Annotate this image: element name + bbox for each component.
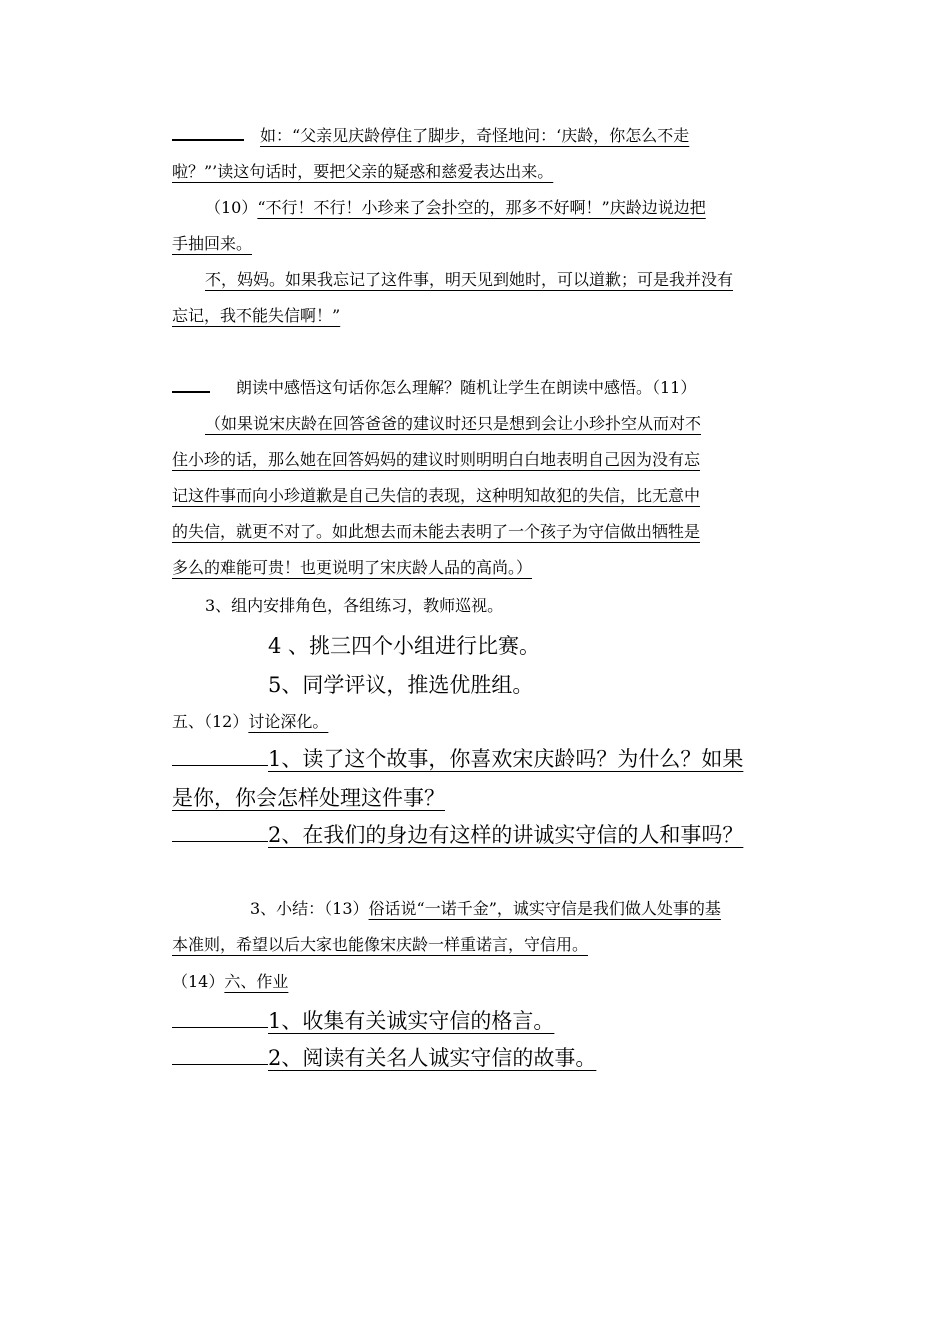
fill-blank: [172, 391, 210, 393]
fill-blank: [172, 1027, 268, 1028]
p5-line2: 住小珍的话，那么她在回答妈妈的建议时则明明白白地表明自己因为没有忘: [172, 450, 701, 469]
p3-line2: 忘记，我不能失信啊！”: [172, 306, 341, 325]
step-5: 5、同学评议，推选优胜组。: [268, 673, 534, 697]
question-2: 2、在我们的身边有这样的讲诚实守信的人和事吗？: [172, 825, 743, 846]
p2-line1: （10）“不行！不行！小珍来了会扑空的，那多不好啊！”庆龄边说边把: [205, 198, 706, 217]
p3-line1: 不，妈妈。如果我忘记了这件事，明天见到她时，可以道歉；可是我并没有: [205, 270, 734, 289]
item-number: （10）: [205, 198, 258, 217]
p5-line4: 的失信，就更不对了。如此想去而未能去表明了一个孩子为守信做出牺牲是: [172, 522, 701, 541]
p5-line3: 记这件事而向小珍道歉是自己失信的表现，这种明知故犯的失信，比无意中: [172, 486, 701, 505]
summary-line2: 本准则，希望以后大家也能像宋庆龄一样重诺言，守信用。: [172, 935, 589, 954]
question-1-line1: 1、读了这个故事，你喜欢宋庆龄吗？为什么？如果: [172, 749, 743, 770]
p5-line5: 多么的难能可贵！也更说明了宋庆龄人品的高尚。）: [172, 558, 533, 577]
section-5-heading: 五、（12）讨论深化。: [172, 712, 329, 731]
fill-blank: [172, 841, 268, 842]
p1-line1: 如：“父亲见庆龄停住了脚步，奇怪地问：‘庆龄，你怎么不走: [172, 128, 689, 144]
p1-line2: 啦？”’读这句话时，要把父亲的疑惑和慈爱表达出来。: [172, 162, 554, 181]
fill-blank: [172, 139, 244, 141]
p5-line1: （如果说宋庆龄在回答爸爸的建议时还只是想到会让小珍扑空从而对不: [205, 414, 702, 433]
question-1-line2: 是你，你会怎样处理这件事？: [172, 786, 445, 810]
fill-blank: [172, 765, 268, 766]
summary-line1: 3、小结：（13）俗话说“一诺千金”，诚实守信是我们做人处事的基: [250, 899, 721, 918]
fill-blank: [172, 1064, 268, 1065]
homework-1: 1、收集有关诚实守信的格言。: [172, 1011, 554, 1032]
step-3: 3、组内安排角色，各组练习，教师巡视。: [205, 596, 504, 615]
p2-line2: 手抽回来。: [172, 234, 253, 253]
p4-line1: 朗读中感悟这句话你怎么理解？随机让学生在朗读中感悟。（11）: [172, 380, 696, 396]
homework-heading: （14）六、作业: [172, 972, 289, 991]
homework-2: 2、阅读有关名人诚实守信的故事。: [172, 1048, 596, 1069]
step-4: 4 、挑三四个小组进行比赛。: [268, 634, 541, 658]
